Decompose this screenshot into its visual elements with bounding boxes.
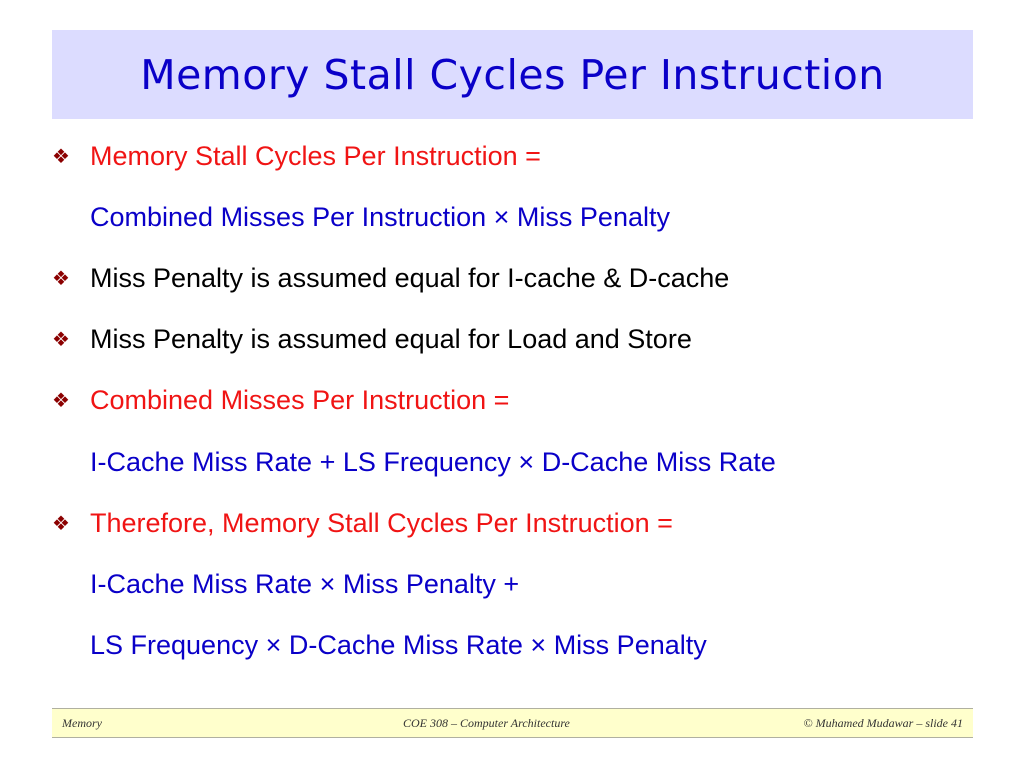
diamond-bullet-icon: ❖ xyxy=(52,268,70,290)
bullet-item-3 xyxy=(52,321,692,358)
bullet-continuation: Combined Misses Per Instruction × Miss Penalty xyxy=(90,202,670,232)
slide-title-bar xyxy=(52,30,973,119)
footer-course-label: COE 308 – Computer Architecture xyxy=(403,716,570,730)
bullet-text: Memory Stall Cycles Per Instruction = xyxy=(90,141,541,171)
bullet-continuation: I-Cache Miss Rate + LS Frequency × D-Cache Miss Rate xyxy=(90,447,776,477)
bullet-text: Therefore, Memory Stall Cycles Per Instruction = xyxy=(90,508,673,538)
footer-slide-number: © Muhamed Mudawar – slide 41 xyxy=(803,716,963,730)
bullet-text: Miss Penalty is assumed equal for Load and Store xyxy=(90,324,692,354)
bullet-item-5 xyxy=(52,505,673,542)
diamond-bullet-icon: ❖ xyxy=(52,390,70,412)
bullet-item-1 xyxy=(52,138,541,175)
bullet-item-2 xyxy=(52,260,729,297)
diamond-bullet-icon: ❖ xyxy=(52,329,70,351)
footer-section-label: Memory xyxy=(62,716,102,730)
bullet-item-4 xyxy=(52,382,509,419)
slide-title: Memory Stall Cycles Per Instruction xyxy=(140,50,885,99)
bullet-continuation: I-Cache Miss Rate × Miss Penalty + xyxy=(90,569,520,599)
slide-footer xyxy=(52,708,973,738)
diamond-bullet-icon: ❖ xyxy=(52,146,70,168)
bullet-text: Miss Penalty is assumed equal for I-cache & D-cache xyxy=(90,263,730,293)
bullet-text: Combined Misses Per Instruction = xyxy=(90,385,510,415)
bullet-continuation: LS Frequency × D-Cache Miss Rate × Miss Penalty xyxy=(90,630,707,660)
diamond-bullet-icon: ❖ xyxy=(52,513,70,535)
